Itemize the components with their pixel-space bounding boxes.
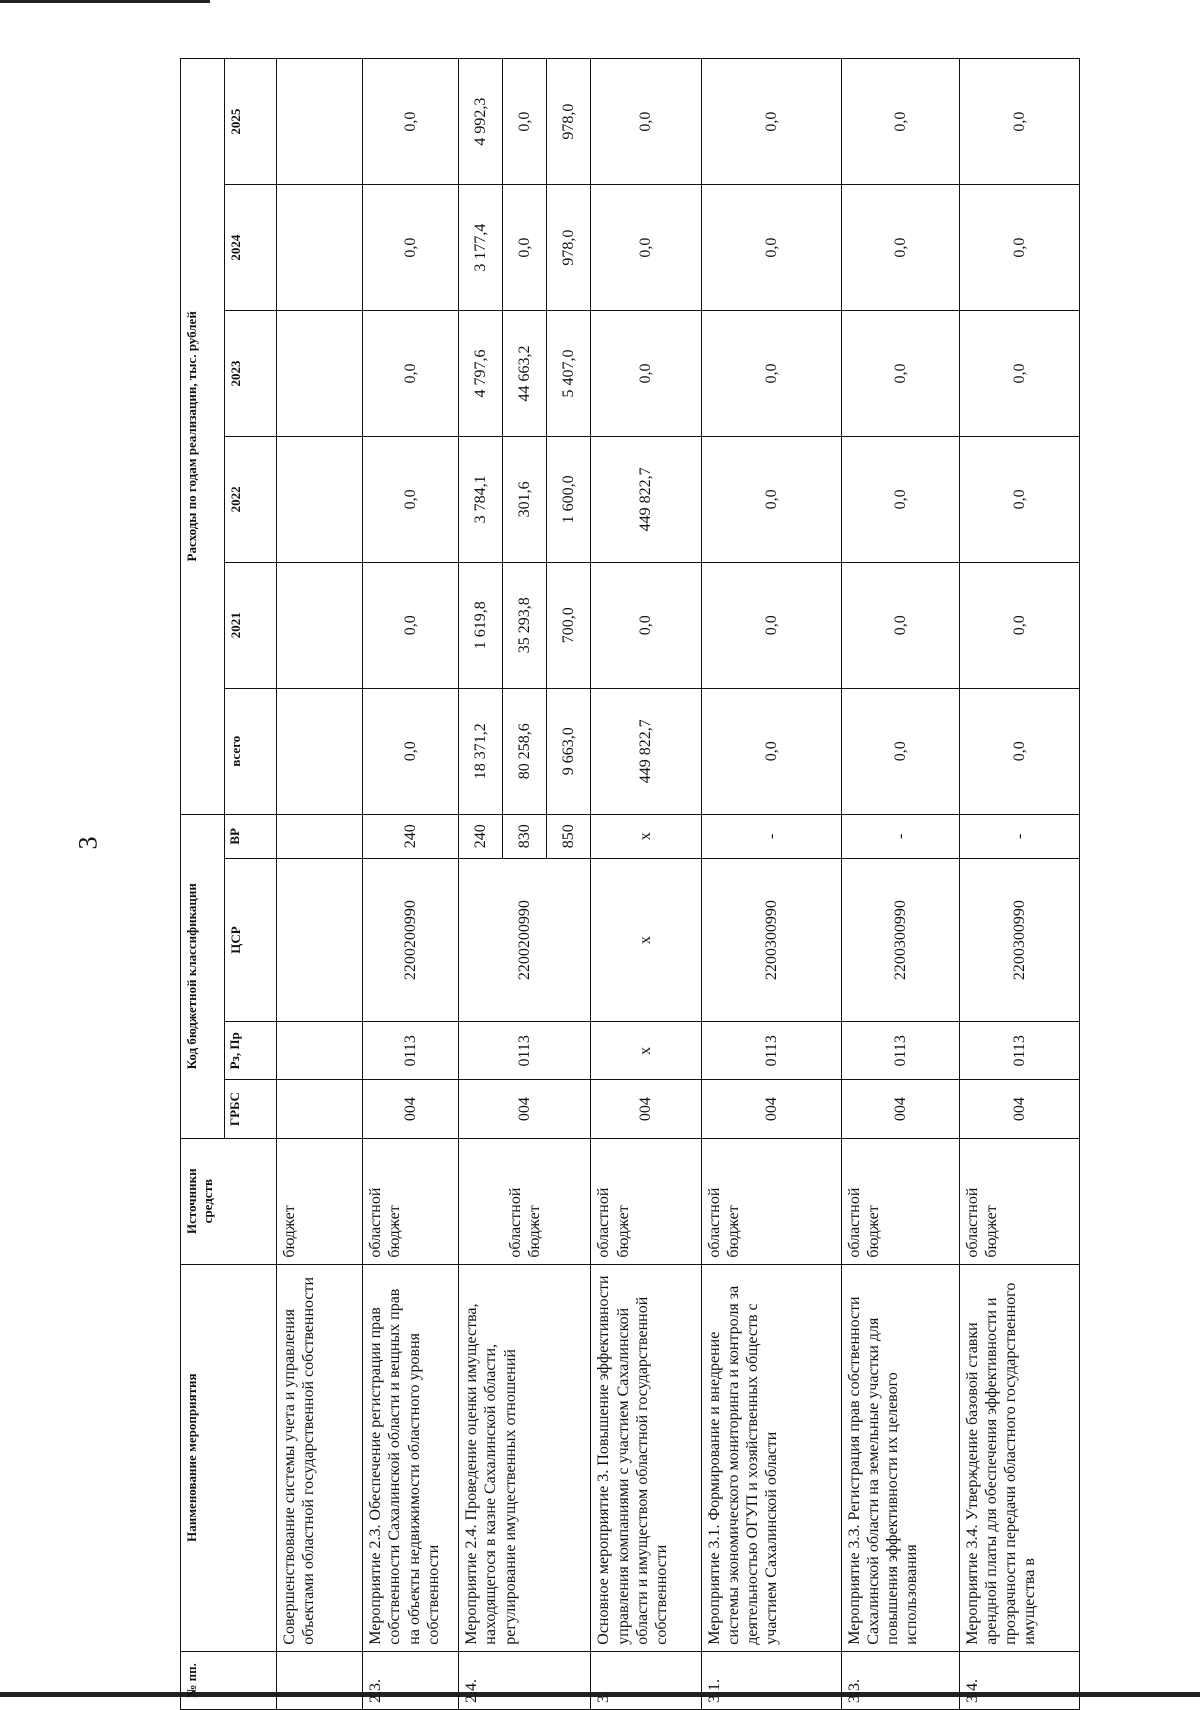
row-csr: 2200200990 (459, 858, 591, 1021)
row-source: бюджет (277, 1138, 363, 1264)
header-total: всего (225, 688, 277, 814)
row-2025: 978,0 (547, 59, 591, 185)
row-grbs: 004 (363, 1080, 459, 1138)
header-grbs: ГРБС (225, 1080, 277, 1138)
row-2021: 1 619,8 (459, 562, 503, 688)
row-csr (277, 858, 363, 1021)
row-2024: 3 177,4 (459, 185, 503, 311)
row-2022: 0,0 (363, 436, 459, 562)
page-number: 3 (73, 836, 103, 850)
row-num: 3.1. (701, 1651, 841, 1709)
row-grbs: 004 (701, 1080, 841, 1138)
row-2025: 4 992,3 (459, 59, 503, 185)
row-2025: 0,0 (363, 59, 459, 185)
row-vr: x (591, 814, 701, 858)
row-rzpr: 0113 (363, 1022, 459, 1080)
row-2023: 5 407,0 (547, 311, 591, 437)
row-2023: 0,0 (363, 311, 459, 437)
row-2021: 0,0 (959, 562, 1079, 688)
row-total (277, 688, 363, 814)
row-csr: x (591, 858, 701, 1021)
row-2024: 0,0 (841, 185, 959, 311)
row-csr: 2200300990 (959, 858, 1079, 1021)
row-grbs: 004 (959, 1080, 1079, 1138)
row-2024: 0,0 (701, 185, 841, 311)
header-2021: 2021 (225, 562, 277, 688)
row-2021: 0,0 (841, 562, 959, 688)
row-total: 0,0 (841, 688, 959, 814)
row-2025: 0,0 (701, 59, 841, 185)
row-2022: 1 600,0 (547, 436, 591, 562)
row-2025: 0,0 (503, 59, 547, 185)
row-rzpr: 0113 (841, 1022, 959, 1080)
row-2023: 44 663,2 (503, 311, 547, 437)
row-2024 (277, 185, 363, 311)
table-row (277, 59, 363, 1710)
row-num: 3.3. (841, 1651, 959, 1709)
row-2024: 0,0 (591, 185, 701, 311)
row-2021: 700,0 (547, 562, 591, 688)
row-2023: 4 797,6 (459, 311, 503, 437)
row-name: Мероприятие 2.3. Обеспечение регистрации прав собственности Сахалинской области и вещных прав на объекты недвижимости областного уровня собственности (363, 1264, 459, 1651)
header-row-1 (181, 59, 225, 1710)
row-2021: 35 293,8 (503, 562, 547, 688)
row-name: Мероприятие 3.1. Формирование и внедрение системы экономического мониторинга и контроля за деятельностью ОГУП и хозяйственных обществ с участием Сахалинской области (701, 1264, 841, 1651)
row-2021 (277, 562, 363, 688)
row-2025: 0,0 (959, 59, 1079, 185)
row-name: Мероприятие 3.3. Регистрация прав собственности Сахалинской области на земельные участки для повышения эффективности их целевого использования (841, 1264, 959, 1651)
row-grbs: 004 (591, 1080, 701, 1138)
row-total: 18 371,2 (459, 688, 503, 814)
header-2024: 2024 (225, 185, 277, 311)
budget-table (180, 58, 1080, 1710)
row-num: 2.3. (363, 1651, 459, 1709)
row-vr (277, 814, 363, 858)
row-2024: 0,0 (363, 185, 459, 311)
row-num: 3. (591, 1651, 701, 1709)
row-rzpr: 0113 (459, 1022, 591, 1080)
header-spend-group: Расходы по годам реализации, тыс. рублей (181, 59, 225, 815)
row-csr: 2200300990 (841, 858, 959, 1021)
row-csr: 2200200990 (363, 858, 459, 1021)
row-2023: 0,0 (841, 311, 959, 437)
row-2024: 978,0 (547, 185, 591, 311)
header-2022: 2022 (225, 436, 277, 562)
row-grbs (277, 1080, 363, 1138)
row-vr: - (701, 814, 841, 858)
row-total: 0,0 (701, 688, 841, 814)
row-2022: 0,0 (841, 436, 959, 562)
row-vr: 240 (363, 814, 459, 858)
row-rzpr: x (591, 1022, 701, 1080)
row-grbs: 004 (841, 1080, 959, 1138)
header-name: Наименование мероприятия (181, 1264, 277, 1651)
row-vr: 240 (459, 814, 503, 858)
row-total: 9 663,0 (547, 688, 591, 814)
header-code-group: Код бюджетной классификации (181, 814, 225, 1138)
row-total: 0,0 (959, 688, 1079, 814)
row-name: Мероприятие 3.4. Утверждение базовой ставки арендной платы для обеспечения эффективности и прозрачности передачи областного государственного имущества в (959, 1264, 1079, 1651)
row-2023: 0,0 (959, 311, 1079, 437)
row-2021: 0,0 (591, 562, 701, 688)
scan-top-rule (0, 0, 210, 3)
row-source: областной бюджет (701, 1138, 841, 1264)
row-vr: 830 (503, 814, 547, 858)
row-source: областной бюджет (363, 1138, 459, 1264)
header-csr: ЦСР (225, 858, 277, 1021)
row-2022 (277, 436, 363, 562)
row-num: 3.4. (959, 1651, 1079, 1709)
table-row (363, 59, 459, 1710)
row-name: Основное мероприятие 3. Повышение эффективности управления компаниями с участием Сахалинской области и имуществом областной государственной собственности (591, 1264, 701, 1651)
row-2021: 0,0 (363, 562, 459, 688)
table-row (701, 59, 841, 1710)
row-2022: 3 784,1 (459, 436, 503, 562)
header-2025: 2025 (225, 59, 277, 185)
row-2022: 0,0 (959, 436, 1079, 562)
header-num: № пп. (181, 1651, 277, 1709)
row-csr: 2200300990 (701, 858, 841, 1021)
row-total: 0,0 (363, 688, 459, 814)
row-2022: 0,0 (701, 436, 841, 562)
table-row (841, 59, 959, 1710)
row-rzpr: 0113 (959, 1022, 1079, 1080)
row-name: Мероприятие 2.4. Проведение оценки имущества, находящегося в казне Сахалинской области, регулирование имущественных отношений (459, 1264, 591, 1651)
row-rzpr: 0113 (701, 1022, 841, 1080)
row-num (277, 1651, 363, 1709)
header-vr: ВР (225, 814, 277, 858)
row-2023: 0,0 (591, 311, 701, 437)
row-vr: - (841, 814, 959, 858)
row-vr: - (959, 814, 1079, 858)
header-sources: Источники средств (181, 1138, 277, 1264)
table-row (459, 59, 503, 1710)
row-2025: 0,0 (591, 59, 701, 185)
row-2021: 0,0 (701, 562, 841, 688)
row-2024: 0,0 (959, 185, 1079, 311)
row-2022: 301,6 (503, 436, 547, 562)
row-2024: 0,0 (503, 185, 547, 311)
row-rzpr (277, 1022, 363, 1080)
row-source: областной бюджет (841, 1138, 959, 1264)
row-grbs: 004 (459, 1080, 591, 1138)
header-2023: 2023 (225, 311, 277, 437)
row-source: областной бюджет (459, 1138, 591, 1264)
row-num: 2.4. (459, 1651, 591, 1709)
row-total: 80 258,6 (503, 688, 547, 814)
row-name: Совершенствование системы учета и управления объектами областной государственной собственности (277, 1264, 363, 1651)
row-total: 449 822,7 (591, 688, 701, 814)
rotated-table-wrapper (180, 58, 1080, 1710)
row-2025 (277, 59, 363, 185)
header-rzpr: Рз, Пр (225, 1022, 277, 1080)
table-row (591, 59, 701, 1710)
row-2023: 0,0 (701, 311, 841, 437)
row-source: областной бюджет (591, 1138, 701, 1264)
row-2025: 0,0 (841, 59, 959, 185)
row-2023 (277, 311, 363, 437)
row-2022: 449 822,7 (591, 436, 701, 562)
row-vr: 850 (547, 814, 591, 858)
table-row (959, 59, 1079, 1710)
row-source: областной бюджет (959, 1138, 1079, 1264)
